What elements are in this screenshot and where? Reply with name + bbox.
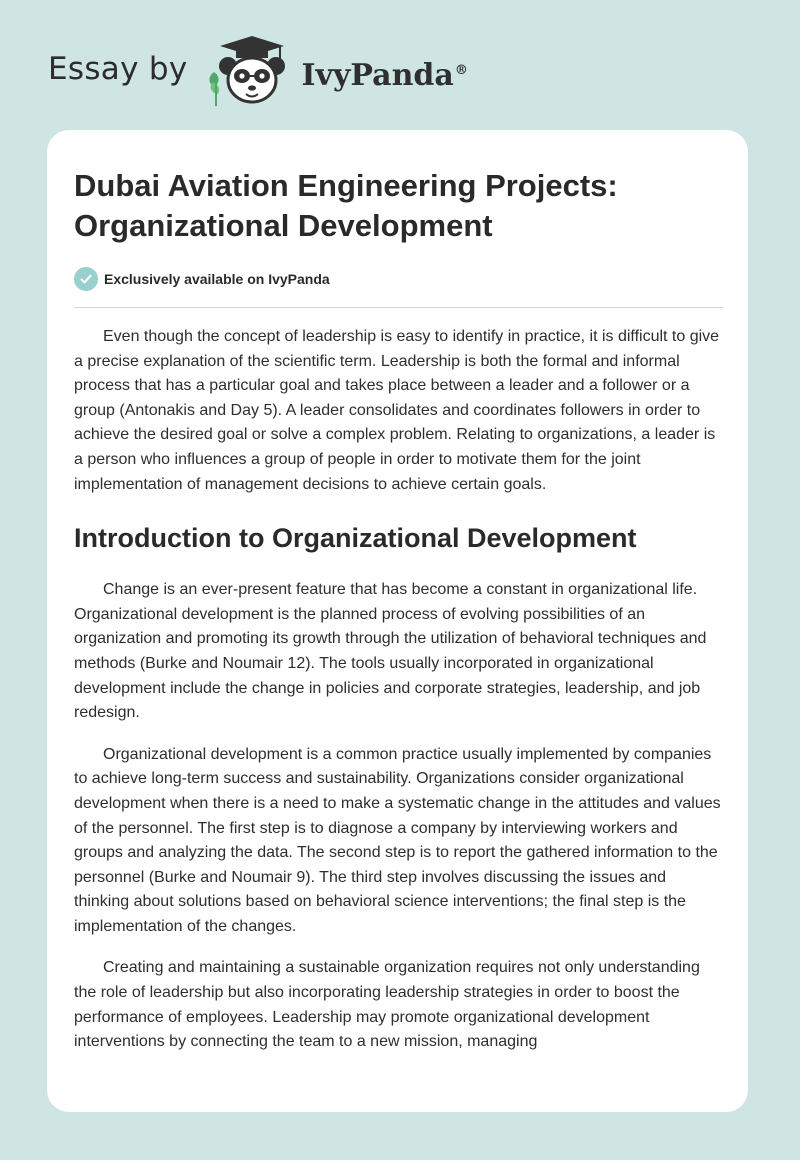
ivypanda-brand-name[interactable]: IvyPanda® [301,57,468,93]
exclusive-label: Exclusively available on IvyPanda [104,271,330,287]
exclusive-badge [74,265,721,293]
registered-mark: ® [454,62,468,78]
paragraph-intro: Even though the concept of leadership is easy to identify in practice, it is difficult to give a precise explanation of the scientific term. Leadership is both the formal and informal process that has a particular goal and takes place between a leader and a follower or a group (Antonakis and Day 5). A leader consolidates and coordinates followers in order to achieve the desired goal or solve a complex problem. Relating to organizations, a leader is a person who influences a group of people in order to motivate them for the joint implementation of management decisions to achieve certain goals. [74,328,720,493]
brand-header [48,34,468,110]
paragraph: Organizational development is a common practice usually implemented by companies to achieve long-term success and sustainability. Organizations consider organizational development when there is a need to make a systematic change in the attitudes and values of the personnel. The first step is to diagnose a company by interviewing workers and groups and analyzing the data. The second step is to report the gathered information to the personnel (Burke and Noumair 9). The third step involves discussing the issues and thinking about solutions based on behavioral science interventions; the final step is the implementation of the changes. [74,745,721,935]
paragraph: Change is an ever-present feature that has become a constant in organizational life. Organizational development is the planned process of evolving possibilities of an organization and promoting its growth through the utilization of behavioral techniques and methods (Burke and Noumair 12). The tools usually incorporated in organizational development include the change in policies and corporate strategies, leadership, and job redesign. [74,581,707,722]
ivypanda-logo-icon[interactable] [202,34,298,110]
paragraph: Creating and maintaining a sustainable organization requires not only understanding the role of leadership but also incorporating leadership strategies in order to boost the performance of employees. Leadership may promote organizational development interventions by connecting the team to a new mission, managing [74,959,700,1051]
check-icon [74,267,98,291]
essay-title [74,166,721,246]
divider [74,307,723,308]
title-line-1: Dubai Aviation Engineering Projects: [74,168,618,203]
section-heading: Introduction to Organizational Development [74,523,637,554]
essay-card [47,130,748,1112]
title-line-2: Organizational Development [74,208,493,243]
essay-by-label: Essay by [48,51,188,87]
